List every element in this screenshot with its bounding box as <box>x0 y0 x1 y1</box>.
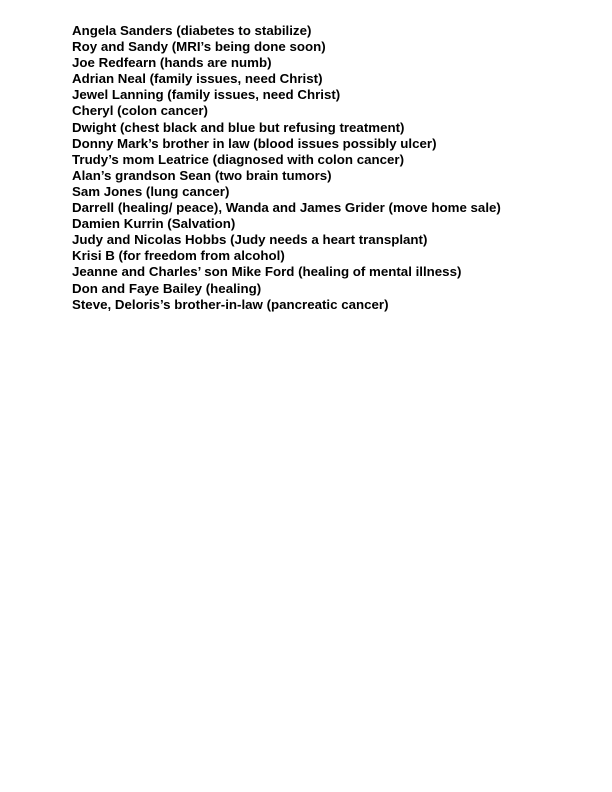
prayer-request-item: Darrell (healing/ peace), Wanda and James Grider (move home sale) <box>72 200 501 216</box>
prayer-request-list <box>72 23 501 313</box>
prayer-request-item: Trudy’s mom Leatrice (diagnosed with colon cancer) <box>72 151 404 167</box>
prayer-request-item: Jeanne and Charles’ son Mike Ford (healing of mental illness) <box>72 264 462 280</box>
prayer-request-item: Dwight (chest black and blue but refusing treatment) <box>72 119 405 135</box>
prayer-request-item: Sam Jones (lung cancer) <box>72 183 230 199</box>
prayer-request-item: Angela Sanders (diabetes to stabilize) <box>72 23 312 38</box>
prayer-request-item: Krisi B (for freedom from alcohol) <box>72 248 285 264</box>
prayer-request-item: Judy and Nicolas Hobbs (Judy needs a heart transplant) <box>72 232 428 248</box>
prayer-request-item: Donny Mark’s brother in law (blood issues possibly ulcer) <box>72 135 437 151</box>
prayer-request-item: Don and Faye Bailey (healing) <box>72 280 262 296</box>
prayer-request-item: Cheryl (colon cancer) <box>72 103 208 119</box>
prayer-request-item: Alan’s grandson Sean (two brain tumors) <box>72 167 332 183</box>
prayer-request-item: Roy and Sandy (MRI’s being done soon) <box>72 39 326 55</box>
prayer-request-item: Adrian Neal (family issues, need Christ) <box>72 71 323 87</box>
prayer-request-item: Steve, Deloris’s brother-in-law (pancreatic cancer) <box>72 296 389 312</box>
prayer-request-item: Joe Redfearn (hands are numb) <box>72 55 272 71</box>
prayer-request-item: Jewel Lanning (family issues, need Christ) <box>72 87 341 103</box>
prayer-request-item: Damien Kurrin (Salvation) <box>72 216 236 232</box>
